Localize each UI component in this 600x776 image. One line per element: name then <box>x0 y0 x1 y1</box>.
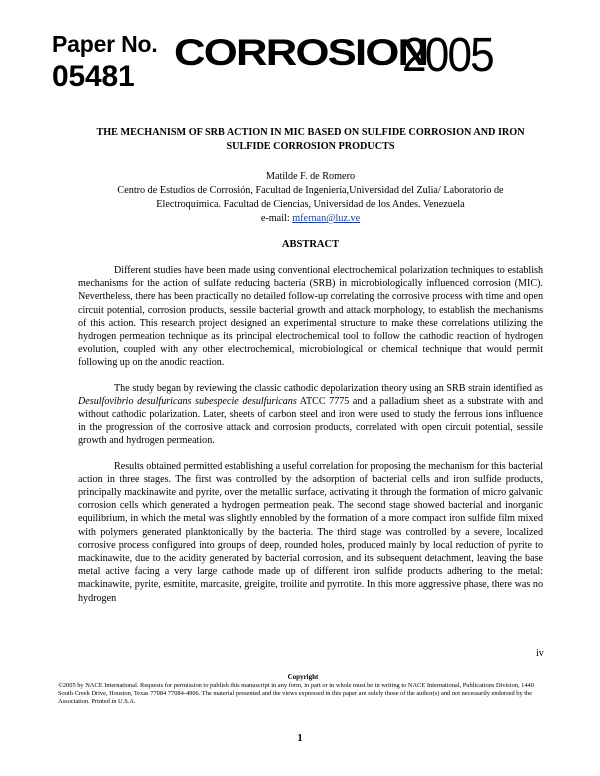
conference-header <box>0 0 600 100</box>
logo-word: CORROSION <box>174 32 428 73</box>
abstract-paragraph-2 <box>78 382 543 448</box>
paper-body <box>78 126 543 605</box>
page-number: 1 <box>297 733 303 744</box>
author-affiliation-line2: Electroquímica. Facultad de Ciencias, Universidad de los Andes. Venezuela <box>156 199 465 210</box>
species-name: Desulfovibrio desulfuricans subespecie desulfuricans <box>78 395 297 407</box>
roman-page-marker: iv <box>536 648 544 659</box>
corrosion-2005-logo <box>174 29 493 82</box>
email-label: e-mail: <box>260 213 290 224</box>
abstract-p2-text-start: The study began by reviewing the classic cathodic depolarization theory using an SRB strain identified as <box>114 382 543 394</box>
abstract-paragraph-3: Results obtained permitted establishing a useful correlation for proposing the mechanism for this bacterial action in three stages. The first was controlled by the adsorption of bacterial cells and iron sulfide products, principally mackinawite and pyrite, over the metallic surface, activating it through the formation of micro galvanic corrosion cells which generated a hydrogen permeation peak. The second stage showed bacterial and inorganic equilibrium, in which the metal was slightly ennobled by the formation of a more compact iron sulfide film mixed with polymers generated planktonically by the bacteria. The third stage was controlled by a severe, localized corrosive process configured into groups of deep, rounded holes, produced mainly by local reduction of pyrite to mackinawite, due to the acidity generated by bacterial corrosion, and its subsequent detachment, leaving the base metal active facing a very large cathode made up of different iron sulfide products adhering to the metal: mackinawite, pyrite, esmitite, marcasite, greigite, troilite and pyrrotite. In this more aggressive phase, there was no hydrogen <box>78 460 543 604</box>
abstract-heading: ABSTRACT <box>281 239 340 250</box>
abstract-p2-text-end: ATCC 7775 and a palladium sheet as a substrate with and without cathodic polarization. Later, sheets of carbon steel and iron were used to study the ferrous ions influence in the progression of the corrosive attack and corrosion products, correlated with open circuit potential, sessile growth and hydrogen permeation. <box>78 395 544 447</box>
copyright-footer <box>58 673 548 706</box>
paper-title: THE MECHANISM OF SRB ACTION IN MIC BASED ON SULFIDE CORROSION AND IRON SULFIDE CORROSION PRODUCTS <box>96 127 525 152</box>
author-email <box>78 212 543 226</box>
copyright-text: ©2005 by NACE International. Requests for permission to publish this manuscript in any form, in part or in whole must be in writing to NACE International, Publications Division, 1440 South Creek Drive, Houston, Texas 77084 77084-4906. The material presented and the views expressed in this paper are solely those of the author(s) and not necessarily endorsed by the Association. Printed in U.S.A. <box>58 682 534 705</box>
paper-label: Paper No. <box>52 31 158 57</box>
author-affiliation-line1: Centro de Estudios de Corrosión, Facultad de Ingeniería,Universidad del Zulia/ Laboratorio de <box>117 185 504 196</box>
abstract-paragraph-1: Different studies have been made using conventional electrochemical polarization techniques to establish mechanisms for the action of sulfate reducing bacteria (SRB) in microbiologically influenced corrosion (MIC). Nevertheless, there has been practically no detailed follow-up correlating the corrosive process with time and open circuit potential, corrosion products, sessile bacterial growth and attack morphology, to establish the mechanisms of this action. This research project designed an experimental structure to make these correlations utilizing the hydrogen permeation technique as its principal electrochemical tool to follow the cathodic reaction of hydrogen evolution, coupled with any other electrochemical, microbiological or chemical technique that would permit following up on the anodic reaction. <box>78 265 543 369</box>
logo-year: 2005 <box>402 29 493 82</box>
copyright-heading: Copyright <box>287 673 319 681</box>
email-link[interactable]: mfernan@luz.ve <box>292 213 361 224</box>
paper-number: 05481 <box>52 60 135 93</box>
author-name: Matilde F. de Romero <box>265 171 356 182</box>
paper-number-block <box>52 30 158 94</box>
